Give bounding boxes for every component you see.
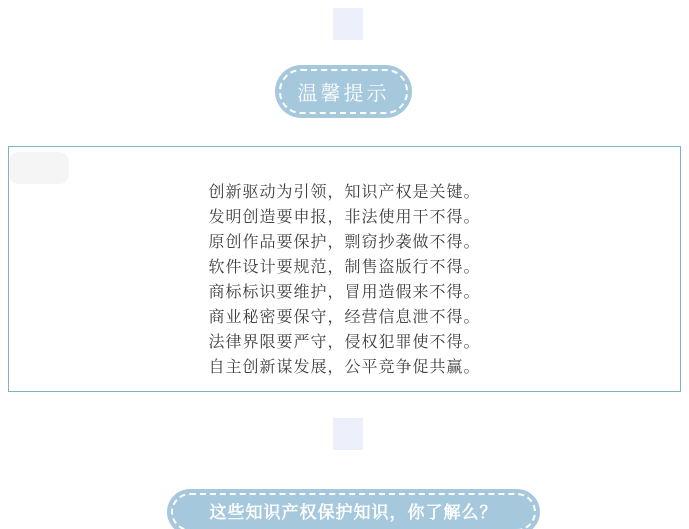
- poem-box: [8, 146, 681, 392]
- decor-square-middle: [333, 418, 363, 450]
- poem-line: 原创作品要保护，剽窃抄袭做不得。: [208, 234, 481, 251]
- decor-square-top: [333, 8, 363, 40]
- poem-line: 创新驱动为引领，知识产权是关键。: [208, 184, 481, 201]
- poem-line: 法律界限要严守，侵权犯罪使不得。: [208, 334, 481, 351]
- warm-tips-badge: [275, 65, 412, 118]
- footer-question-label: 这些知识产权保护知识，你了解么？: [209, 502, 498, 522]
- footer-question-banner: [167, 489, 540, 529]
- poem-line: 发明创造要申报，非法使用干不得。: [208, 209, 481, 226]
- poem-line: 软件设计要规范，制售盗版行不得。: [208, 259, 481, 276]
- poem-line: 商业秘密要保守，经营信息泄不得。: [208, 309, 481, 326]
- poem-line: 自主创新谋发展，公平竞争促共赢。: [208, 359, 481, 376]
- poem-line: 商标标识要维护，冒用造假来不得。: [208, 284, 481, 301]
- warm-tips-label: 温馨提示: [297, 83, 390, 105]
- ip-poem: [9, 180, 680, 380]
